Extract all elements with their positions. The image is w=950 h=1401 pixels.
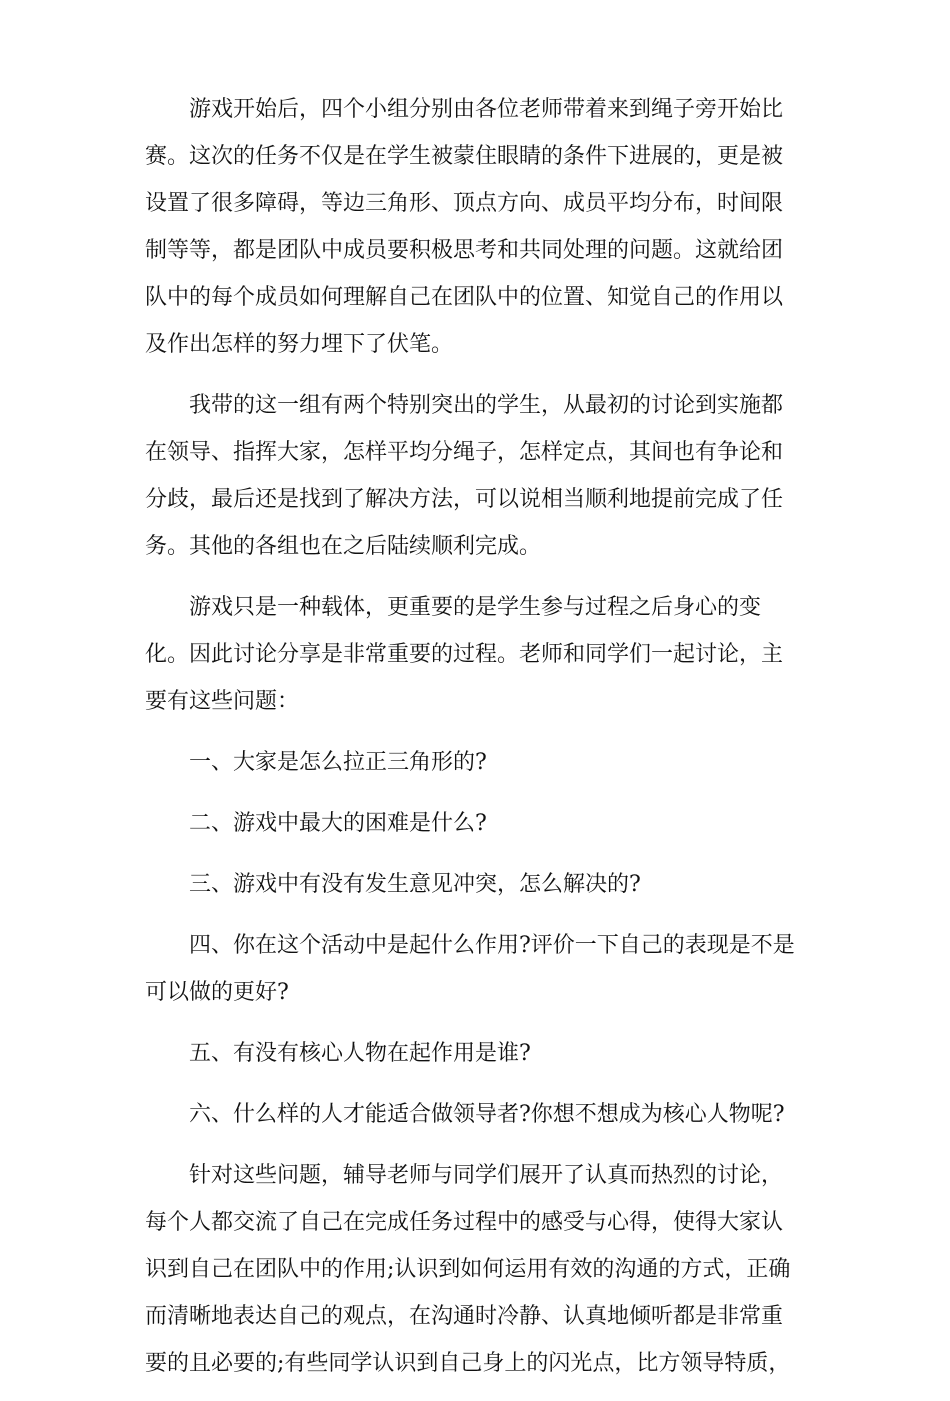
text-line: 二、游戏中最大的困难是什么?	[189, 811, 487, 836]
paragraph-my-group	[145, 382, 805, 570]
text-line: 游戏开始后，四个小组分别由各位老师带着来到绳子旁开始比	[189, 97, 784, 122]
text-line: 五、有没有核心人物在起作用是谁?	[189, 1041, 531, 1066]
text-line: 我带的这一组有两个特别突出的学生，从最初的讨论到实施都	[189, 393, 784, 418]
text-line: 识到自己在团队中的作用;认识到如何运用有效的沟通的方式，正确	[145, 1257, 791, 1282]
text-line: 要的且必要的;有些同学认识到自己身上的闪光点，比方领导特质，	[145, 1351, 791, 1376]
text-line: 三、游戏中有没有发生意见冲突，怎么解决的?	[189, 872, 641, 897]
text-line: 针对这些问题，辅导老师与同学们展开了认真而热烈的讨论，	[189, 1163, 784, 1188]
question-item-2	[145, 800, 805, 847]
text-line: 队中的每个成员如何理解自己在团队中的位置、知觉自己的作用以	[145, 285, 784, 310]
question-item-4	[145, 922, 805, 1016]
question-item-3	[145, 861, 805, 908]
text-line: 在领导、指挥大家，怎样平均分绳子，怎样定点，其间也有争论和	[145, 440, 784, 465]
question-item-5	[145, 1030, 805, 1077]
paragraph-conclusion	[145, 1152, 805, 1387]
text-line: 制等等，都是团队中成员要积极思考和共同处理的问题。这就给团	[145, 238, 784, 263]
text-line: 四、你在这个活动中是起什么作用?评价一下自己的表现是不是	[189, 933, 795, 958]
text-line: 要有这些问题：	[145, 689, 300, 714]
paragraph-discussion-intro	[145, 584, 805, 725]
text-line: 务。其他的各组也在之后陆续顺利完成。	[145, 534, 542, 559]
text-line: 化。因此讨论分享是非常重要的过程。老师和同学们一起讨论，主	[145, 642, 784, 667]
question-item-1	[145, 739, 805, 786]
text-line: 设置了很多障碍，等边三角形、顶点方向、成员平均分布，时间限	[145, 191, 784, 216]
text-line: 可以做的更好?	[145, 980, 289, 1005]
text-line: 赛。这次的任务不仅是在学生被蒙住眼睛的条件下进展的，更是被	[145, 144, 784, 169]
paragraph-game-start	[145, 86, 805, 368]
text-line: 而清晰地表达自己的观点，在沟通时冷静、认真地倾听都是非常重	[145, 1304, 784, 1329]
text-line: 每个人都交流了自己在完成任务过程中的感受与心得，使得大家认	[145, 1210, 784, 1235]
question-item-6	[145, 1091, 805, 1138]
text-line: 一、大家是怎么拉正三角形的?	[189, 750, 487, 775]
document-body	[145, 86, 805, 1401]
text-line: 六、什么样的人才能适合做领导者?你想不想成为核心人物呢?	[189, 1102, 785, 1127]
text-line: 分歧，最后还是找到了解决方法，可以说相当顺利地提前完成了任	[145, 487, 784, 512]
text-line: 及作出怎样的努力埋下了伏笔。	[145, 332, 454, 357]
text-line: 游戏只是一种载体，更重要的是学生参与过程之后身心的变	[189, 595, 762, 620]
